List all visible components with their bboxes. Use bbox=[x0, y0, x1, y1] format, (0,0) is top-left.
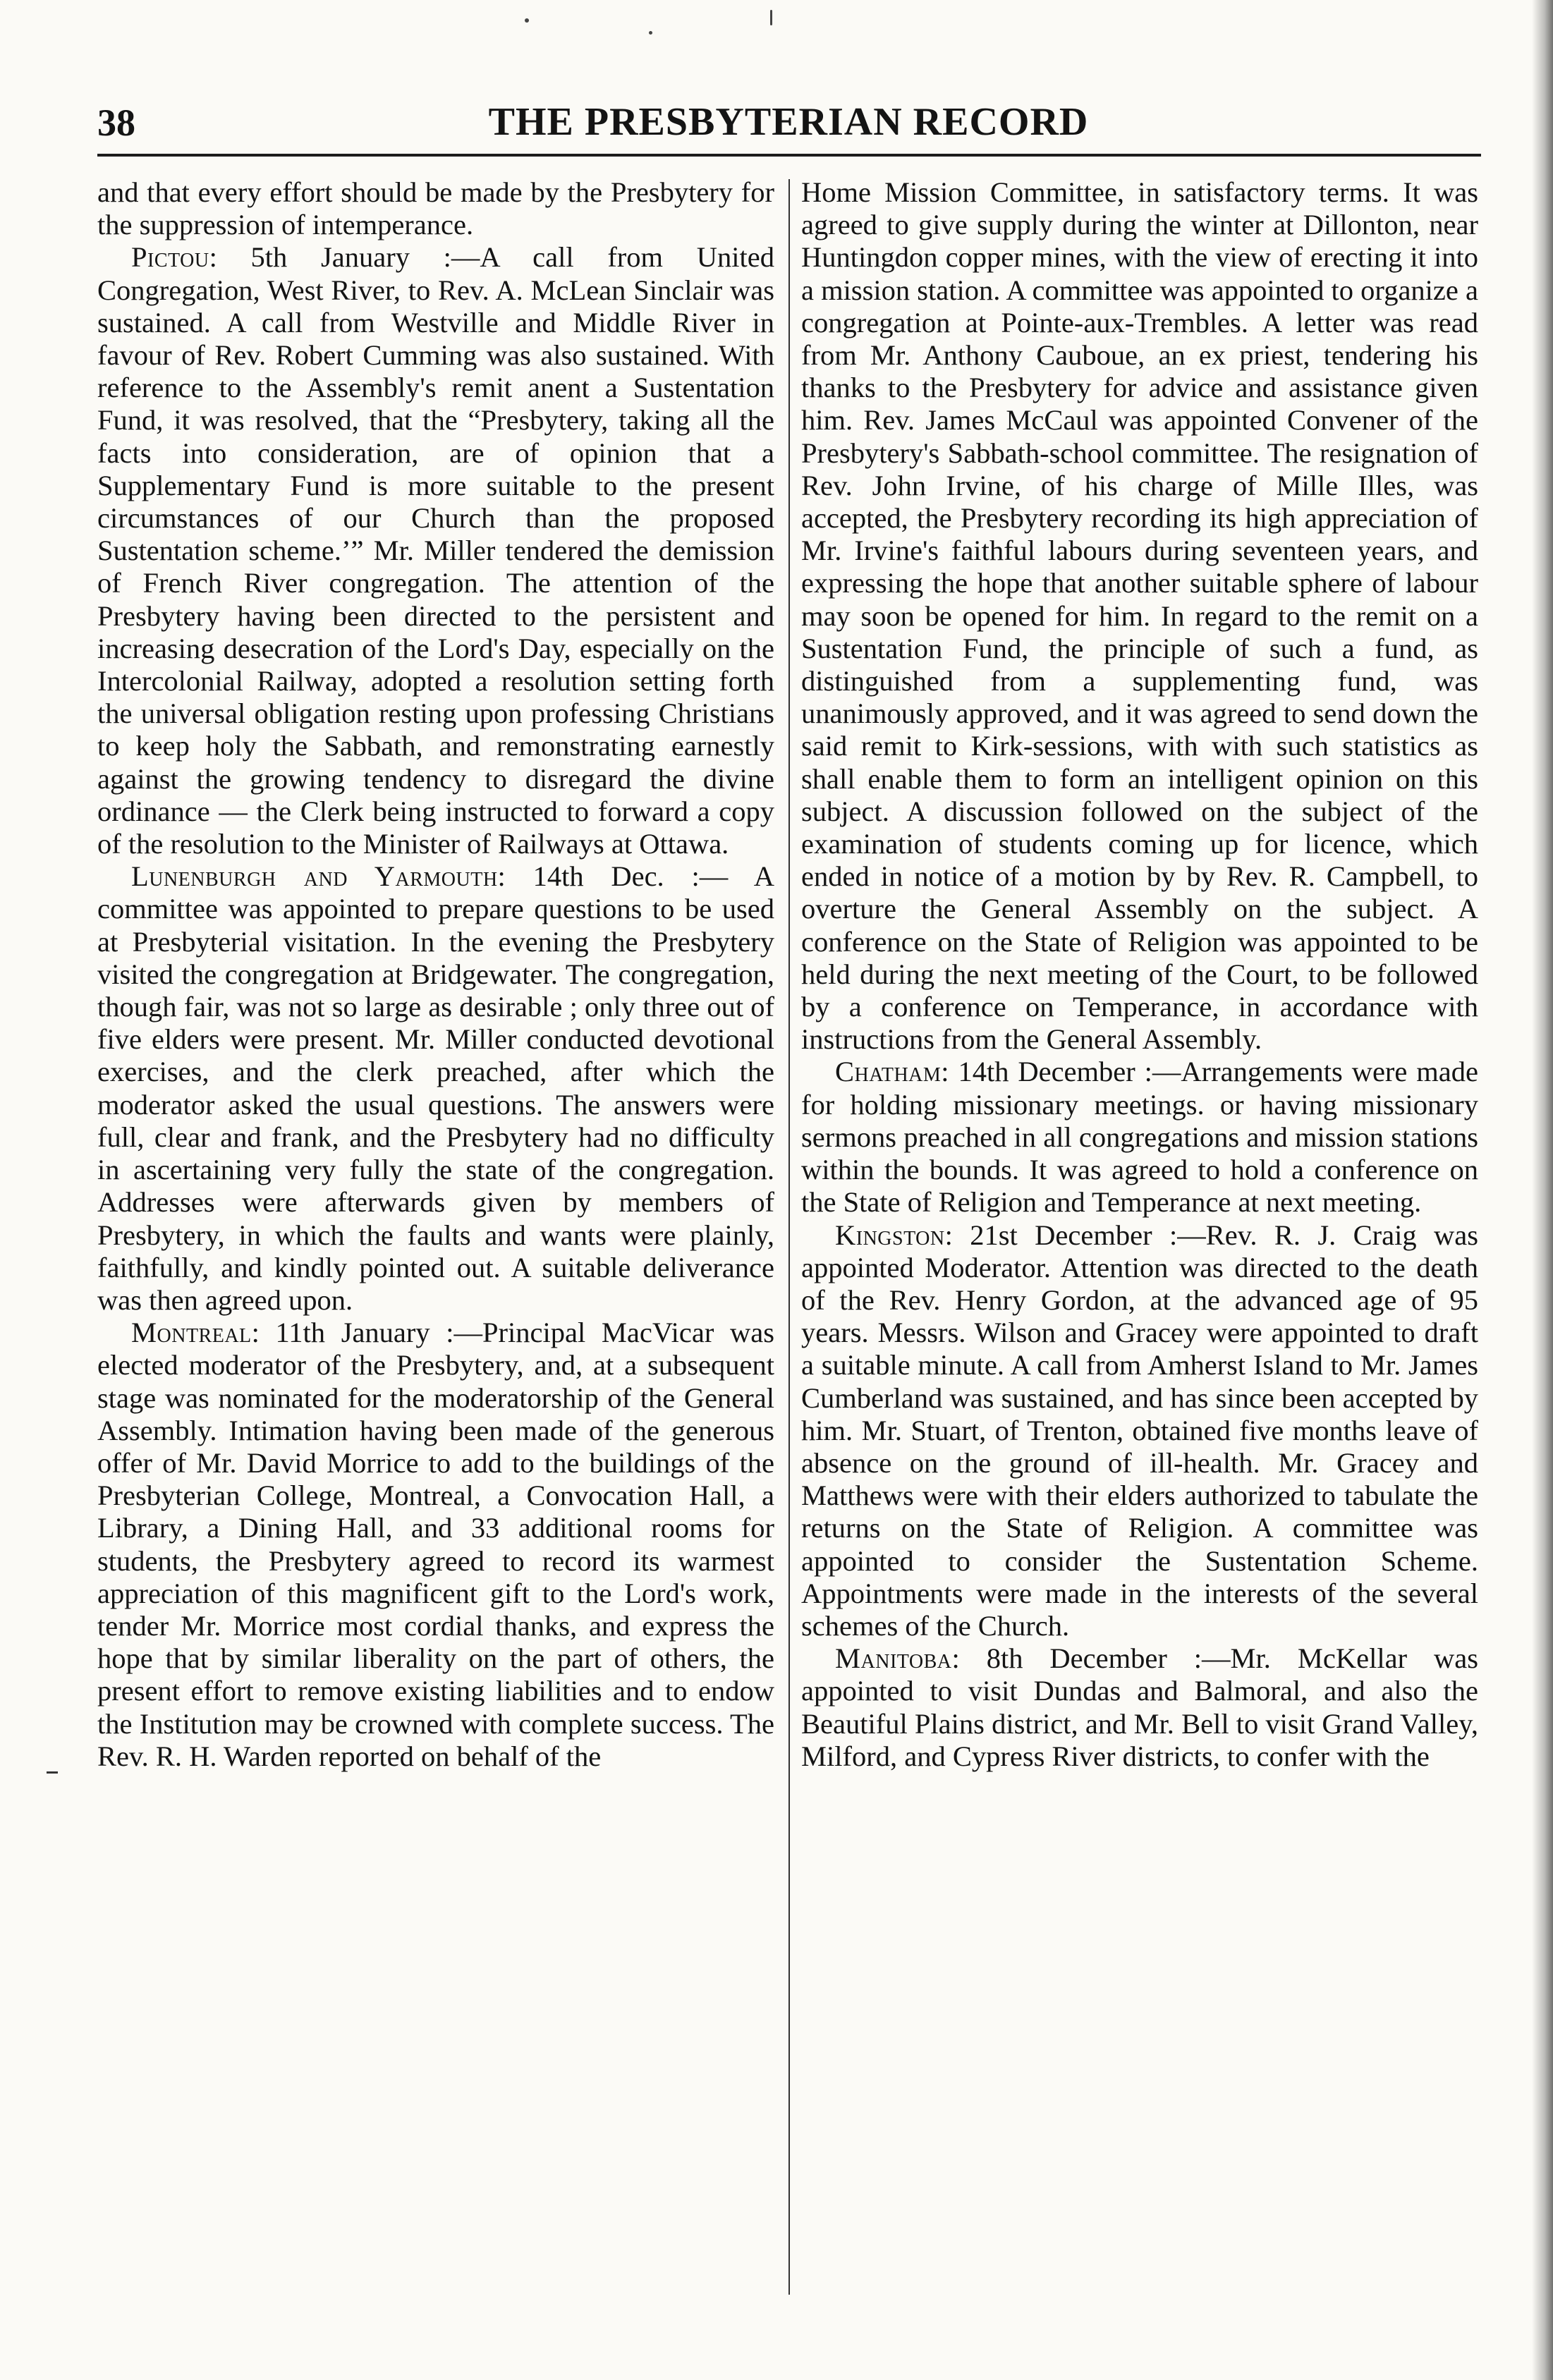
paragraph-continuation bbox=[97, 176, 774, 241]
scan-speck bbox=[770, 10, 772, 25]
paragraph-text: : 14th Dec. :— A committee was appointed to prepare questions to be used at Presbyterial visitation. In the evening the Presbytery visited the congregation at Bridgewater. The congregation, though fair, was not so large as desirable ; only three out of five elders were present. Mr. Miller conducted devotional exercises, and the clerk preached, after which the moderator asked the usual questions. The answers were full, clear and frank, and the Presbytery had no difficulty in ascertaining very fully the state of the congregation. Addresses were afterwards given by members of Presbytery, in which the faults and wants were plainly, faithfully, and kindly pointed out. A suitable deliverance was then agreed upon. bbox=[97, 860, 774, 1316]
paragraph-text: : 5th January :—A call from United Congregation, West River, to Rev. A. McLean Sinclair was sustained. A call from Westville and Middle River in favour of Rev. Robert Cumming was also sustained. With reference to the Assembly's remit anent a Sustentation Fund, it was resolved, that the “Presbytery, taking all the facts into consideration, are of opinion that a Supplementary Fund is more suitable to the present circumstances of our Church than the proposed Sustentation scheme.’” Mr. Miller tendered the demission of French River congregation. The attention of the Presbytery having been directed to the persistent and increasing desecration of the Lord's Day, especially on the Intercolonial Railway, adopted a resolution setting forth the universal obligation resting upon professing Christians to keep holy the Sabbath, and remonstrating earnestly against the growing tendency to disregard the divine ordinance — the Clerk being instructed to forward a copy of the resolution to the Minister of Railways at Ottawa. bbox=[97, 241, 774, 860]
paragraph-text: Home Mission Committee, in satisfactory terms. It was agreed to give supply during the winter at Dillonton, near Huntingdon copper mines, with the view of erecting it into a mission station. A committee was appointed to organize a congregation at Pointe-aux-Trembles. A letter was read from Mr. Anthony Cauboue, an ex priest, tendering his thanks to the Presbytery for advice and assistance given him. Rev. James McCaul was appointed Convener of the Presbytery's Sabbath-school committee. The resignation of Rev. John Irvine, of his charge of Mille Illes, was accepted, the Presbytery recording its high appreciation of Mr. Irvine's faithful labours during seventeen years, and expressing the hope that another suitable sphere of labour may soon be opened for him. In regard to the remit on a Sustentation Fund, the principle of such a fund, as distinguished from a supplementing fund, was unanimously approved, and it was agreed to send down the said remit to Kirk-sessions, with with such statistics as shall enable them to form an intelligent opinion on this subject. A discussion followed on the subject of the examination of students coming up for licence, which ended in notice of a motion by by Rev. R. Campbell, to overture the General Assembly on the subject. A conference on the State of Religion was appointed to be held during the next meeting of the Court, to be followed by a conference on Temperance, in accordance with instructions from the General Assembly. bbox=[801, 176, 1478, 1056]
paragraph-lunenburgh-yarmouth bbox=[97, 860, 774, 1317]
paragraph-text: : 21st December :—Rev. R. J. Craig was appointed Moderator. Attention was directed to the death of the Rev. Henry Gordon, at the advanced age of 95 years. Messrs. Wilson and Gracey were appointed to draft a suitable minute. A call from Amherst Island to Mr. James Cumberland was sustained, and has since been accepted by him. Mr. Stuart, of Trenton, obtained five months leave of absence on the ground of ill-health. Mr. Gracey and Matthews were with their elders authorized to tabulate the returns on the State of Religion. A committee was appointed to consider the Sustentation Scheme. Appointments were made in the interests of the several schemes of the Church. bbox=[801, 1219, 1478, 1642]
page-number: 38 bbox=[97, 102, 135, 144]
paragraph-chatham bbox=[801, 1056, 1478, 1219]
margin-mark bbox=[47, 1771, 58, 1774]
presbytery-name: Manitoba bbox=[835, 1642, 952, 1675]
right-column bbox=[801, 176, 1478, 2299]
scan-speck bbox=[649, 31, 652, 35]
presbytery-name: Chatham bbox=[835, 1056, 942, 1088]
paragraph-text: : 8th December :—Mr. McKellar was appointed to visit Dundas and Balmoral, and also the Beautiful Plains district, and Mr. Bell to visit Grand Valley, Milford, and Cypress River districts, to confer with the bbox=[801, 1642, 1478, 1772]
paragraph-montreal bbox=[97, 1317, 774, 1773]
column-divider bbox=[788, 179, 790, 2295]
paragraph-text: and that every effort should be made by the Presbytery for the suppression of intemperance. bbox=[97, 176, 774, 241]
header-rule bbox=[97, 154, 1481, 157]
running-title: THE PRESBYTERIAN RECORD bbox=[488, 100, 1089, 144]
presbytery-name: Montreal bbox=[131, 1317, 252, 1349]
paragraph-kingston bbox=[801, 1219, 1478, 1643]
paragraph-text: : 11th January :—Principal MacVicar was elected moderator of the Presbytery, and, at a subsequent stage was nominated for the moderatorship of the General Assembly. Intimation having been made of the generous offer of Mr. David Morrice to add to the buildings of the Presbyterian College, Montreal, a Convocation Hall, a Library, a Dining Hall, and 33 additional rooms for students, the Presbytery agreed to record its warmest appreciation of this magnificent gift to the Lord's work, tender Mr. Morrice most cordial thanks, and express the hope that by similar liberality on the part of others, the present effort to remove existing liabilities and to endow the Institution may be crowned with complete success. The Rev. R. H. Warden reported on behalf of the bbox=[97, 1317, 774, 1772]
paragraph-pictou bbox=[97, 241, 774, 860]
paragraph-text: : 14th December :—Arrangements were made for holding missionary meetings. or having missionary sermons preached in all congregations and mission stations within the bounds. It was agreed to hold a conference on the State of Religion and Temperance at next meeting. bbox=[801, 1056, 1478, 1219]
presbytery-name: Kingston bbox=[835, 1219, 945, 1251]
paragraph-montreal-continued bbox=[801, 176, 1478, 1056]
presbytery-name: Lunenburgh and Yarmouth bbox=[131, 860, 498, 893]
page-header bbox=[97, 95, 1480, 152]
scan-page-edge bbox=[1532, 0, 1553, 2380]
paragraph-manitoba bbox=[801, 1642, 1478, 1773]
left-column bbox=[97, 176, 774, 2299]
scan-speck bbox=[525, 18, 529, 23]
presbytery-name: Pictou bbox=[131, 241, 209, 274]
